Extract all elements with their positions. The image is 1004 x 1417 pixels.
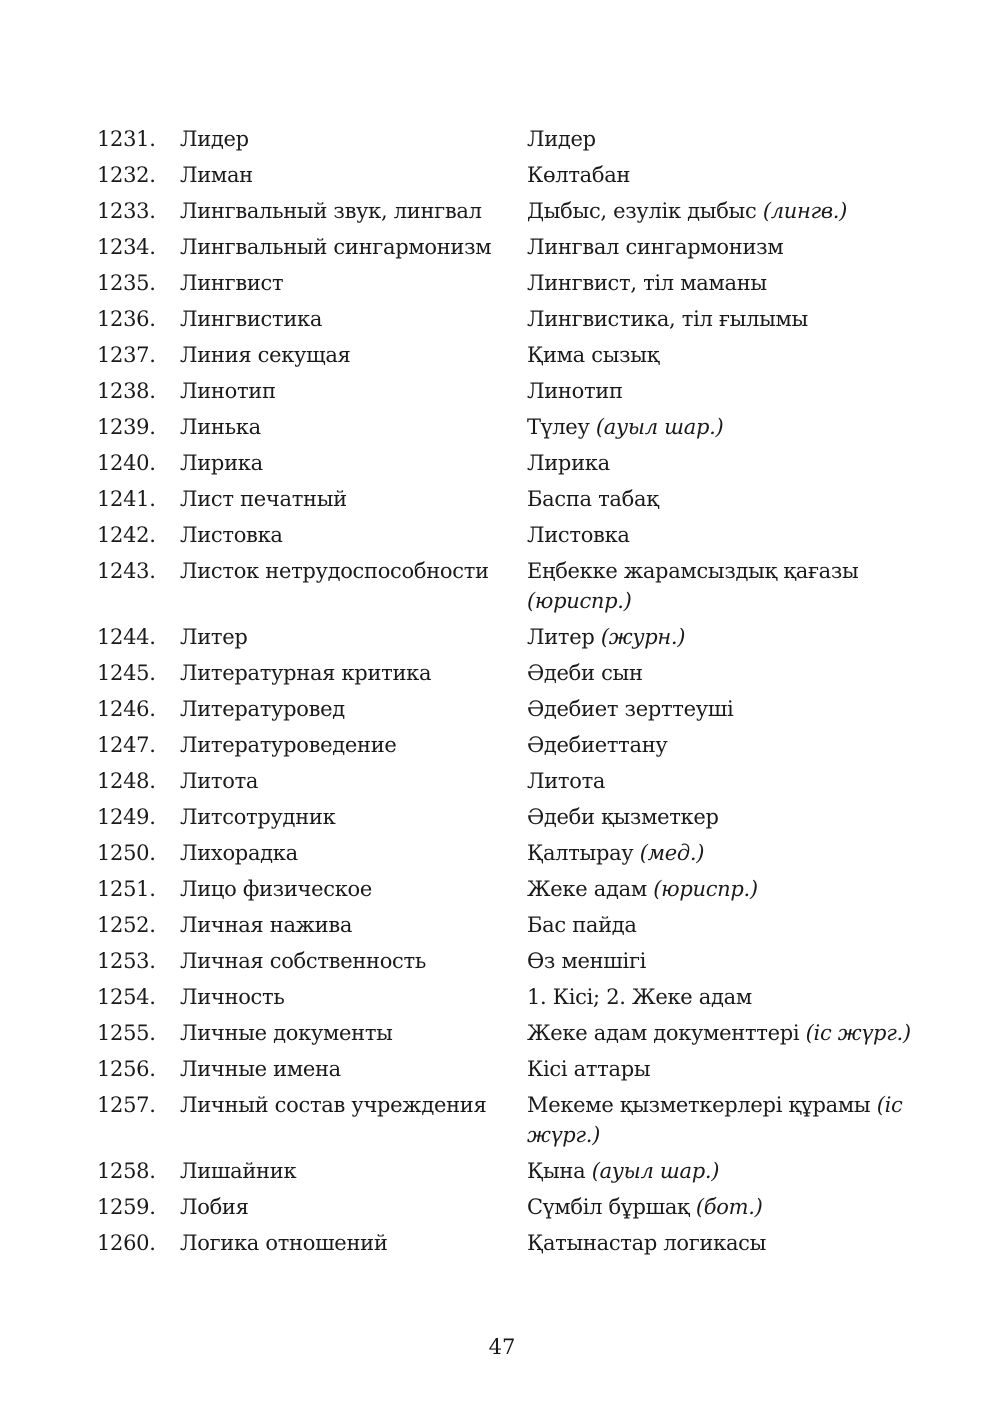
glossary-row xyxy=(97,979,917,1015)
kazakh-term-text: Лингвал сингармонизм xyxy=(527,235,784,259)
russian-term: Лирика xyxy=(180,451,263,475)
russian-term: Лингвист xyxy=(180,271,284,295)
kazakh-term-text: Кісі аттары xyxy=(527,1057,651,1081)
entry-number: 1257. xyxy=(97,1093,156,1117)
kazakh-term xyxy=(527,556,917,616)
kazakh-term xyxy=(527,484,917,514)
kazakh-term-text: Сүмбіл бұршақ xyxy=(527,1195,690,1219)
kazakh-term-text: Листовка xyxy=(527,523,630,547)
kazakh-term xyxy=(527,982,917,1012)
entry-number: 1258. xyxy=(97,1159,156,1183)
russian-term: Лихорадка xyxy=(180,841,298,865)
entry-number: 1251. xyxy=(97,877,156,901)
kazakh-term xyxy=(527,520,917,550)
kazakh-term-text: Баспа табақ xyxy=(527,487,659,511)
kazakh-term-text: Әдеби қызметкер xyxy=(527,805,719,829)
kazakh-term xyxy=(527,232,917,262)
kazakh-term xyxy=(527,1156,917,1186)
domain-note: (ауыл шар.) xyxy=(595,415,724,439)
kazakh-term-text: Бас пайда xyxy=(527,913,637,937)
russian-term: Логика отношений xyxy=(180,1231,388,1255)
kazakh-term xyxy=(527,730,917,760)
kazakh-term xyxy=(527,694,917,724)
russian-term: Лингвистика xyxy=(180,307,323,331)
russian-term: Линотип xyxy=(180,379,276,403)
glossary-row xyxy=(97,1087,917,1153)
entry-number: 1254. xyxy=(97,985,156,1009)
glossary-row xyxy=(97,265,917,301)
russian-term: Лишайник xyxy=(180,1159,297,1183)
kazakh-term xyxy=(527,622,917,652)
entry-number: 1255. xyxy=(97,1021,156,1045)
entry-number: 1238. xyxy=(97,379,156,403)
glossary-row xyxy=(97,1051,917,1087)
entry-number: 1232. xyxy=(97,163,156,187)
entry-number: 1240. xyxy=(97,451,156,475)
kazakh-term-text: Литота xyxy=(527,769,606,793)
russian-term: Личность xyxy=(180,985,285,1009)
russian-term: Лидер xyxy=(180,127,249,151)
russian-term: Литсотрудник xyxy=(180,805,336,829)
glossary-table xyxy=(97,121,917,1261)
russian-term: Лиман xyxy=(180,163,253,187)
entry-number: 1250. xyxy=(97,841,156,865)
kazakh-term xyxy=(527,1054,917,1084)
kazakh-term-text: Қына xyxy=(527,1159,586,1183)
entry-number: 1253. xyxy=(97,949,156,973)
glossary-row xyxy=(97,229,917,265)
entry-number: 1244. xyxy=(97,625,156,649)
glossary-row xyxy=(97,553,917,619)
entry-number: 1246. xyxy=(97,697,156,721)
kazakh-term xyxy=(527,838,917,868)
russian-term: Линька xyxy=(180,415,261,439)
kazakh-term-text: Көлтабан xyxy=(527,163,631,187)
glossary-row xyxy=(97,907,917,943)
glossary-row xyxy=(97,835,917,871)
domain-note: (юриспр.) xyxy=(653,877,758,901)
russian-term: Личные имена xyxy=(180,1057,341,1081)
russian-term: Лист печатный xyxy=(180,487,347,511)
kazakh-term-text: Қатынастар логикасы xyxy=(527,1231,767,1255)
kazakh-term xyxy=(527,160,917,190)
russian-term: Личные документы xyxy=(180,1021,393,1045)
glossary-row xyxy=(97,337,917,373)
domain-note: (ауыл шар.) xyxy=(591,1159,720,1183)
entry-number: 1260. xyxy=(97,1231,156,1255)
kazakh-term-text: Өз меншігі xyxy=(527,949,647,973)
kazakh-term-text: 1. Кісі; 2. Жеке адам xyxy=(527,985,752,1009)
glossary-row xyxy=(97,763,917,799)
entry-number: 1259. xyxy=(97,1195,156,1219)
kazakh-term xyxy=(527,1228,917,1258)
russian-term: Лицо физическое xyxy=(180,877,372,901)
kazakh-term xyxy=(527,766,917,796)
russian-term: Литературоведение xyxy=(180,733,397,757)
kazakh-term xyxy=(527,1090,917,1150)
glossary-row xyxy=(97,1153,917,1189)
kazakh-term xyxy=(527,658,917,688)
domain-note: (лингв.) xyxy=(762,199,848,223)
kazakh-term-text: Линотип xyxy=(527,379,623,403)
kazakh-term xyxy=(527,340,917,370)
domain-note: (іс жүрг.) xyxy=(527,1093,903,1147)
entry-number: 1235. xyxy=(97,271,156,295)
kazakh-term xyxy=(527,304,917,334)
entry-number: 1243. xyxy=(97,559,156,583)
domain-note: (мед.) xyxy=(639,841,705,865)
domain-note: (іс жүрг.) xyxy=(805,1021,911,1045)
entry-number: 1236. xyxy=(97,307,156,331)
kazakh-term-text: Лингвистика, тіл ғылымы xyxy=(527,307,808,331)
russian-term: Литер xyxy=(180,625,248,649)
russian-term: Личный состав учреждения xyxy=(180,1093,487,1117)
glossary-row xyxy=(97,655,917,691)
russian-term: Литота xyxy=(180,769,259,793)
entry-number: 1247. xyxy=(97,733,156,757)
russian-term: Листовка xyxy=(180,523,283,547)
glossary-row xyxy=(97,871,917,907)
domain-note: (журн.) xyxy=(600,625,686,649)
glossary-row xyxy=(97,1015,917,1051)
entry-number: 1233. xyxy=(97,199,156,223)
entry-number: 1237. xyxy=(97,343,156,367)
entry-number: 1245. xyxy=(97,661,156,685)
glossary-row xyxy=(97,799,917,835)
kazakh-term-text: Әдеби сын xyxy=(527,661,643,685)
page-number: 47 xyxy=(488,1335,516,1359)
kazakh-term xyxy=(527,1018,917,1048)
glossary-row xyxy=(97,1225,917,1261)
kazakh-term-text: Лингвист, тіл маманы xyxy=(527,271,767,295)
domain-note: (бот.) xyxy=(695,1195,763,1219)
glossary-row xyxy=(97,481,917,517)
kazakh-term-text: Жеке адам документтері xyxy=(527,1021,800,1045)
russian-term: Литературовед xyxy=(180,697,345,721)
russian-term: Литературная критика xyxy=(180,661,432,685)
kazakh-term-text: Әдебиеттану xyxy=(527,733,668,757)
glossary-row xyxy=(97,409,917,445)
kazakh-term xyxy=(527,448,917,478)
entry-number: 1249. xyxy=(97,805,156,829)
russian-term: Линия секущая xyxy=(180,343,351,367)
kazakh-term-text: Литер xyxy=(527,625,595,649)
entry-number: 1231. xyxy=(97,127,156,151)
russian-term: Листок нетрудоспособности xyxy=(180,559,489,583)
kazakh-term-text: Лирика xyxy=(527,451,610,475)
kazakh-term-text: Мекеме қызметкерлері құрамы xyxy=(527,1093,871,1117)
kazakh-term-text: Әдебиет зерттеуші xyxy=(527,697,734,721)
russian-term: Личная собственность xyxy=(180,949,426,973)
domain-note: (юриспр.) xyxy=(527,589,632,613)
glossary-row xyxy=(97,517,917,553)
kazakh-term xyxy=(527,946,917,976)
entry-number: 1256. xyxy=(97,1057,156,1081)
kazakh-term-text: Қима сызық xyxy=(527,343,660,367)
russian-term: Личная нажива xyxy=(180,913,353,937)
entry-number: 1242. xyxy=(97,523,156,547)
entry-number: 1239. xyxy=(97,415,156,439)
glossary-row xyxy=(97,727,917,763)
kazakh-term xyxy=(527,802,917,832)
russian-term: Лингвальный звук, лингвал xyxy=(180,199,482,223)
kazakh-term xyxy=(527,196,917,226)
kazakh-term xyxy=(527,268,917,298)
glossary-row xyxy=(97,121,917,157)
glossary-row xyxy=(97,193,917,229)
glossary-row xyxy=(97,691,917,727)
entry-number: 1252. xyxy=(97,913,156,937)
russian-term: Лобия xyxy=(180,1195,249,1219)
kazakh-term xyxy=(527,124,917,154)
kazakh-term-text: Лидер xyxy=(527,127,596,151)
kazakh-term xyxy=(527,376,917,406)
kazakh-term-text: Қалтырау xyxy=(527,841,634,865)
glossary-row xyxy=(97,157,917,193)
glossary-row xyxy=(97,445,917,481)
russian-term: Лингвальный сингармонизм xyxy=(180,235,492,259)
entry-number: 1248. xyxy=(97,769,156,793)
kazakh-term-text: Еңбекке жарамсыздық қағазы xyxy=(527,559,859,583)
kazakh-term-text: Түлеу xyxy=(527,415,590,439)
kazakh-term xyxy=(527,910,917,940)
kazakh-term-text: Жеке адам xyxy=(527,877,647,901)
glossary-row xyxy=(97,1189,917,1225)
glossary-row xyxy=(97,619,917,655)
glossary-row xyxy=(97,301,917,337)
kazakh-term-text: Дыбыс, езулік дыбыс xyxy=(527,199,757,223)
kazakh-term xyxy=(527,874,917,904)
glossary-row xyxy=(97,373,917,409)
kazakh-term xyxy=(527,1192,917,1222)
entry-number: 1234. xyxy=(97,235,156,259)
glossary-row xyxy=(97,943,917,979)
kazakh-term xyxy=(527,412,917,442)
entry-number: 1241. xyxy=(97,487,156,511)
